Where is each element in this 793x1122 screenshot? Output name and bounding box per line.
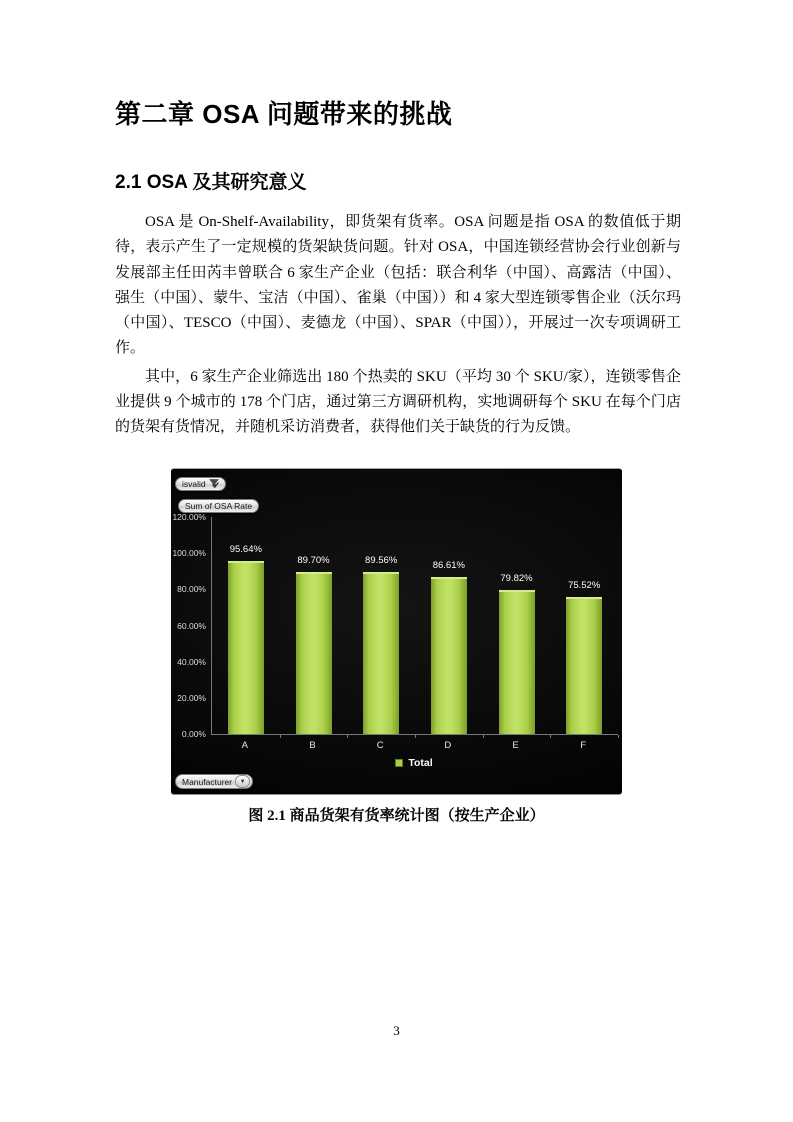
- axis-field-pill: [175, 774, 253, 789]
- bar-column-F: [550, 517, 618, 734]
- bar-E: [499, 590, 535, 734]
- chevron-down-icon: ▼: [235, 775, 250, 788]
- filter-pill-label: isvalid: [182, 479, 206, 489]
- figure-2-1: [171, 468, 622, 825]
- y-axis-tick-40: 40.00%: [177, 656, 206, 667]
- bar-C: [363, 572, 399, 734]
- y-axis-tick-120: 120.00%: [172, 512, 206, 522]
- x-axis-label-C: C: [376, 740, 384, 751]
- y-axis-tick-60: 60.00%: [177, 620, 206, 631]
- bar-value-label-F: 75.52%: [568, 580, 601, 592]
- bar-value-label-B: 89.70%: [297, 554, 330, 566]
- bar-column-E: [483, 517, 551, 734]
- y-axis-tick-0: 0.00%: [181, 729, 206, 739]
- x-axis-label-E: E: [512, 740, 519, 751]
- page-number: 3: [393, 1023, 400, 1038]
- y-axis-tick-20: 20.00%: [177, 692, 206, 703]
- bar-D: [431, 577, 467, 734]
- body-text: [115, 210, 681, 441]
- x-axis-label-F: F: [580, 740, 587, 751]
- x-axis-label-B: B: [309, 740, 316, 751]
- osa-bar-chart: [171, 468, 622, 795]
- axis-field-label: Manufacturer: [182, 776, 233, 787]
- bar-value-label-A: 95.64%: [229, 544, 262, 556]
- paragraph-1: OSA 是 On-Shelf-Availability，即货架有货率。OSA 问题是指 OSA 的数值低于期待，表示产生了一定规模的货架缺货问题。针对 OSA，中国连锁经营协会行业创新与发展部主任田芮丰曾联合 6 家生产企业（包括：联合利华（中国）、高露洁（中国）、强生（中国）、蒙牛、宝洁（中国）、雀巢（中国））和 4 家大型连锁零售企业（沃尔玛（中国）、TESCO（中国）、麦德龙（中国）、SPAR（中国）），开展过一次专项调研工作。: [115, 214, 681, 357]
- chapter-title: 第二章 OSA 问题带来的挑战: [115, 99, 453, 129]
- x-axis-labels: [211, 740, 617, 751]
- legend: [211, 757, 617, 769]
- bar-value-label-C: 89.56%: [365, 555, 398, 567]
- bar-F: [566, 597, 602, 734]
- bar-column-D: [415, 517, 483, 734]
- legend-swatch: [395, 759, 403, 767]
- funnel-check-icon: [209, 479, 219, 489]
- y-axis-labels: [171, 469, 208, 794]
- x-axis-label-D: D: [444, 740, 452, 751]
- bar-B: [296, 572, 332, 734]
- plot-area: [211, 517, 618, 735]
- section-heading: 2.1 OSA 及其研究意义: [115, 172, 307, 193]
- y-axis-tick-80: 80.00%: [177, 584, 206, 595]
- bar-value-label-D: 86.61%: [432, 560, 465, 572]
- bar-A: [228, 561, 264, 734]
- bar-column-B: [280, 517, 348, 734]
- bar-column-A: [212, 517, 280, 734]
- bar-value-label-E: 79.82%: [500, 572, 533, 584]
- bar-column-C: [347, 517, 415, 734]
- y-axis-tick-100: 100.00%: [172, 548, 206, 559]
- figure-caption: 图 2.1 商品货架有货率统计图（按生产企业）: [248, 808, 545, 824]
- value-field-label: Sum of OSA Rate: [185, 501, 253, 511]
- paragraph-2: 其中，6 家生产企业筛选出 180 个热卖的 SKU（平均 30 个 SKU/家），连锁零售企业提供 9 个城市的 178 个门店，通过第三方调研机构，实地调研每个 SKU 在每个门店的货架有货情况，并随机采访消费者，获得他们关于缺货的行为反馈。: [115, 368, 681, 436]
- x-axis-label-A: A: [241, 740, 248, 751]
- legend-label: Total: [408, 757, 433, 769]
